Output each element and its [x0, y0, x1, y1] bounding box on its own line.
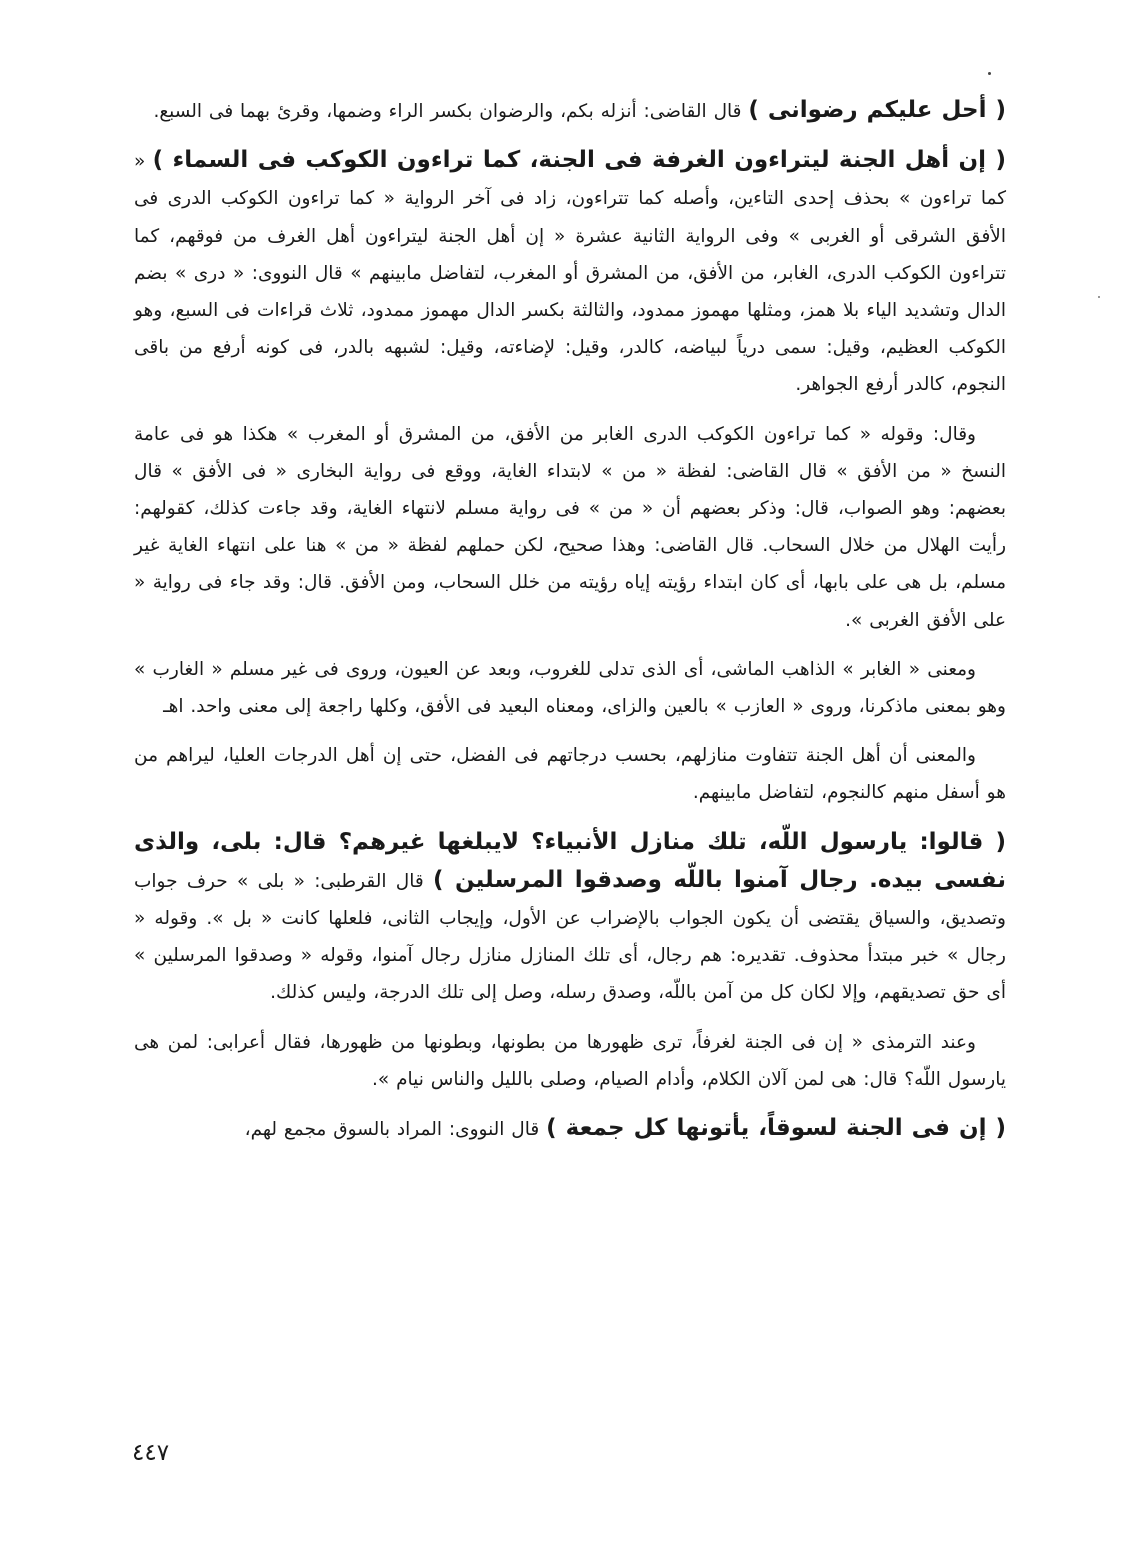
- commentary-text: ومعنى « الغابر » الذاهب الماشى، أى الذى تدلى للغروب، وبعد عن العيون، وروى فى غير مسلم « الغارب » وهو بمعنى ماذكرنا، وروى « العازب » بالعين والزاى، ومعناه البعيد فى الأفق، وكلها راجعة إلى معنى واحد. اهـ: [134, 658, 1006, 718]
- commentary-text: قال القاضى: أنزله بكم، والرضوان بكسر الراء وضمها، وقرئ بهما فى السبع.: [153, 101, 749, 122]
- paragraph: [134, 824, 1006, 1012]
- page-number: ٤٤٧: [132, 1440, 170, 1466]
- scan-speck: [1098, 296, 1100, 298]
- hadith-quote: ( إن فى الجنة لسوقاً، يأتونها كل جمعة ): [546, 1115, 1006, 1142]
- scan-speck: [988, 72, 991, 75]
- paragraph: [134, 651, 1006, 725]
- hadith-quote: ( إن أهل الجنة ليتراءون الغرفة فى الجنة، كما تراءون الكوكب فى السماء ): [152, 147, 1006, 174]
- paragraph: [134, 92, 1006, 130]
- hadith-quote: ( أحل عليكم رضوانى ): [748, 97, 1006, 123]
- paragraph: [134, 142, 1006, 403]
- page-body: [134, 92, 1006, 1160]
- commentary-text: قال القرطبى: « بلى » حرف جواب وتصديق، والسياق يقتضى أن يكون الجواب بالإضراب عن الأول، وإيجاب الثانى، فلعلها كانت « بل ». وقوله « رجال » خبر مبتدأ محذوف. تقديره: هم رجال، أى تلك المنازل منازل رجال آمنوا، وقوله « وصدقوا المرسلين » أى حق تصديقهم، وإلا لكان كل من آمن باللّه، وصدق رسله، وصل إلى تلك الدرجة، وليس كذلك.: [134, 870, 1006, 1004]
- commentary-text: وقال: وقوله « كما تراءون الكوكب الدرى الغابر من الأفق، من المشرق أو المغرب » هكذا هو فى عامة النسخ « من الأفق » قال القاضى: لفظة « من » لابتداء الغاية، ووقع فى رواية البخارى « فى الأفق » قال بعضهم: وهو الصواب، قال: وذكر بعضهم أن « من » فى رواية مسلم لانتهاء الغاية، وقد جاءت كذلك، كقولهم: رأيت الهلال من خلال السحاب. قال القاضى: وهذا صحيح، لكن حملهم لفظة « من » هنا على انتهاء الغاية غير مسلم، بل هى على بابها، أى كان ابتداء رؤيته إياه رؤيته من خلل السحاب، ومن الأفق. قال: وقد جاء فى رواية « على الأفق الغربى ».: [134, 423, 1006, 631]
- paragraph: [134, 737, 1006, 811]
- commentary-text: وعند الترمذى « إن فى الجنة لغرفاً، ترى ظهورها من بطونها، وبطونها من ظهورها، فقال أعرابى: لمن هى يارسول اللّه؟ قال: هى لمن آلان الكلام، وأدام الصيام، وصلى بالليل والناس نيام ».: [134, 1031, 1006, 1090]
- hadith-quote: ( قالوا: يارسول اللّه، تلك منازل الأنبياء؟ لايبلغها غيرهم؟ قال: بلى، والذى نفسى بيده. رجال آمنوا باللّه وصدقوا المرسلين ): [134, 828, 1006, 893]
- commentary-text: « كما تراءون » بحذف إحدى التاءين، وأصله كما تتراءون، زاد فى آخر الرواية « كما تراءون الكوكب الدرى فى الأفق الشرقى أو الغربى » وفى الرواية الثانية عشرة « إن أهل الجنة ليتراءون أهل الغرف من فوقهم، كما تتراءون الكوكب الدرى، الغابر، من الأفق، من المشرق أو المغرب، لتفاضل مابينهم » قال النووى: « درى » بضم الدال وتشديد الياء بلا همز، ومثلها مهموز ممدود، والثالثة بكسر الدال مهموز ممدود، ثلاث قراءات فى السبع، وهو الكوكب العظيم، وقيل: سمى درياً لبياضه، كالدر، وقيل: لإضاءته، وقيل: لشبهه بالدر، فى كونه أرفع من باقى النجوم، كالدر أرفع الجواهر.: [134, 151, 1006, 396]
- paragraph: [134, 1110, 1006, 1148]
- commentary-text: قال النووى: المراد بالسوق مجمع لهم،: [244, 1119, 547, 1141]
- commentary-text: والمعنى أن أهل الجنة تتفاوت منازلهم، بحسب درجاتهم فى الفضل، حتى إن أهل الدرجات العليا، ليراهم من هو أسفل منهم كالنجوم، لتفاضل مابينهم.: [134, 745, 1006, 804]
- paragraph: [134, 416, 1006, 639]
- paragraph: [134, 1024, 1006, 1098]
